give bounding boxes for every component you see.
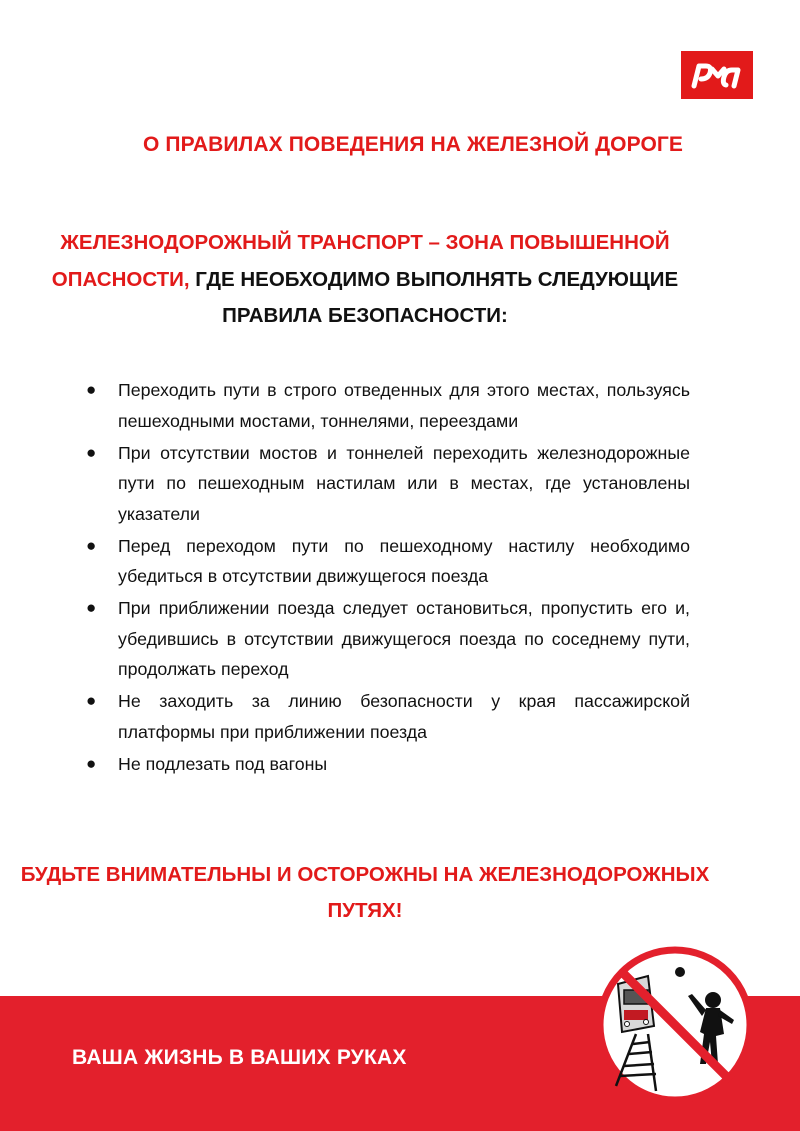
intro-red-text: ЖЕЛЕЗНОДОРОЖНЫЙ ТРАНСПОРТ – ЗОНА ПОВЫШЕННОЙ ОПАСНОСТИ, bbox=[51, 231, 670, 291]
bullet-icon: ● bbox=[86, 598, 97, 617]
list-item bbox=[82, 686, 690, 747]
no-playing-on-tracks-sign-icon bbox=[596, 946, 754, 1104]
list-item bbox=[82, 438, 690, 530]
bullet-icon: ● bbox=[86, 691, 97, 710]
footer-slogan: ВАША ЖИЗНЬ В ВАШИХ РУКАХ bbox=[72, 1046, 407, 1069]
list-item bbox=[82, 375, 690, 436]
rzd-logo-icon bbox=[688, 60, 746, 90]
bullet-icon: ● bbox=[86, 753, 97, 773]
bullet-icon: ● bbox=[86, 442, 97, 462]
list-item bbox=[82, 749, 690, 780]
warning-text: БУДЬТЕ ВНИМАТЕЛЬНЫ И ОСТОРОЖНЫ НА ЖЕЛЕЗНОДОРОЖНЫХ ПУТЯХ! bbox=[20, 863, 710, 922]
rule-text: При приближении поезда следует остановиться, пропустить его и, убедившись в отсутствии движущегося поезда по соседнему пути, продолжать переход bbox=[118, 598, 690, 679]
rzd-logo bbox=[681, 51, 753, 99]
bullet-icon: ● bbox=[86, 535, 97, 555]
rule-text: При отсутствии мостов и тоннелей переходить железнодорожные пути по пешеходным настилам или в местах, где установлены указатели bbox=[118, 442, 690, 524]
intro-text bbox=[40, 225, 690, 335]
rule-text: Не заходить за линию безопасности у края пассажирской платформы при приближении поезда bbox=[118, 691, 690, 742]
rule-text: Переходить пути в строго отведенных для этого местах, пользуясь пешеходными мостами, тоннелями, переездами bbox=[118, 380, 690, 431]
rule-text: Перед переходом пути по пешеходному настилу необходимо убедиться в отсутствии движущегося поезда bbox=[118, 535, 690, 586]
rule-text: Не подлезать под вагоны bbox=[118, 753, 328, 774]
list-item bbox=[82, 531, 690, 592]
page-title: О ПРАВИЛАХ ПОВЕДЕНИЯ НА ЖЕЛЕЗНОЙ ДОРОГЕ bbox=[143, 133, 683, 156]
safety-rules-list bbox=[82, 375, 690, 781]
list-item bbox=[82, 593, 690, 685]
intro-black-text: ГДЕ НЕОБХОДИМО ВЫПОЛНЯТЬ СЛЕДУЮЩИЕ ПРАВИЛА БЕЗОПАСНОСТИ: bbox=[195, 267, 679, 327]
bullet-icon: ● bbox=[86, 380, 97, 399]
